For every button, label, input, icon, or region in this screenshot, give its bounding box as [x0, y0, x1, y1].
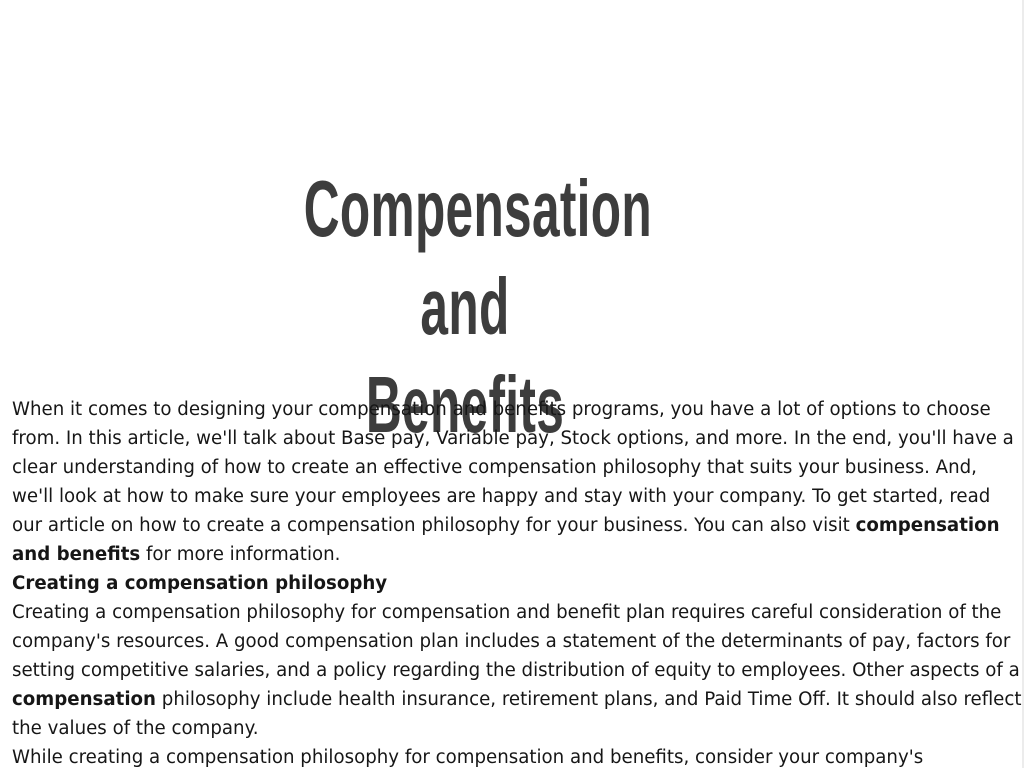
intro-text-start: When it comes to designing your compensation and benefits programs, you have a lot of options to choose from. In this article, we'll talk about Base pay, Variable pay, Stock options, and more. In the end, you'll have a clear understanding of how to create an effective compensation philosophy that suits your business. And, we'll look at how to make sure your employees are happy and stay with your company. To get started, read our article on how to create a compensation philosophy for your business. You can also visit: [12, 399, 1014, 536]
intro-text-end: for more information.: [140, 544, 341, 565]
section-heading: [12, 569, 1022, 598]
section-heading-text: Creating a compensation philosophy: [12, 573, 388, 594]
intro-paragraph: [12, 395, 1022, 569]
section-text-start: Creating a compensation philosophy for compensation and benefit plan requires careful consideration of the company's resources. A good compensation plan includes a statement of the determinants of pay, factors for setting competitive salaries, and a policy regarding the distribution of equity to employees. Other aspects of a: [12, 602, 1020, 681]
section-text-end: philosophy include health insurance, retirement plans, and Paid Time Off. It should also reflect the values of the company.: [12, 689, 1022, 739]
intro-bold-link-text: compensation and benefits: [12, 515, 1000, 565]
page-title: Compensation and Benefits: [303, 164, 652, 449]
section-paragraph: [12, 598, 1022, 743]
section-bold-text: compensation: [12, 689, 156, 710]
next-paragraph: While creating a compensation philosophy for compensation and benefits, consider your company's: [12, 747, 924, 768]
article-body: [12, 395, 1022, 768]
